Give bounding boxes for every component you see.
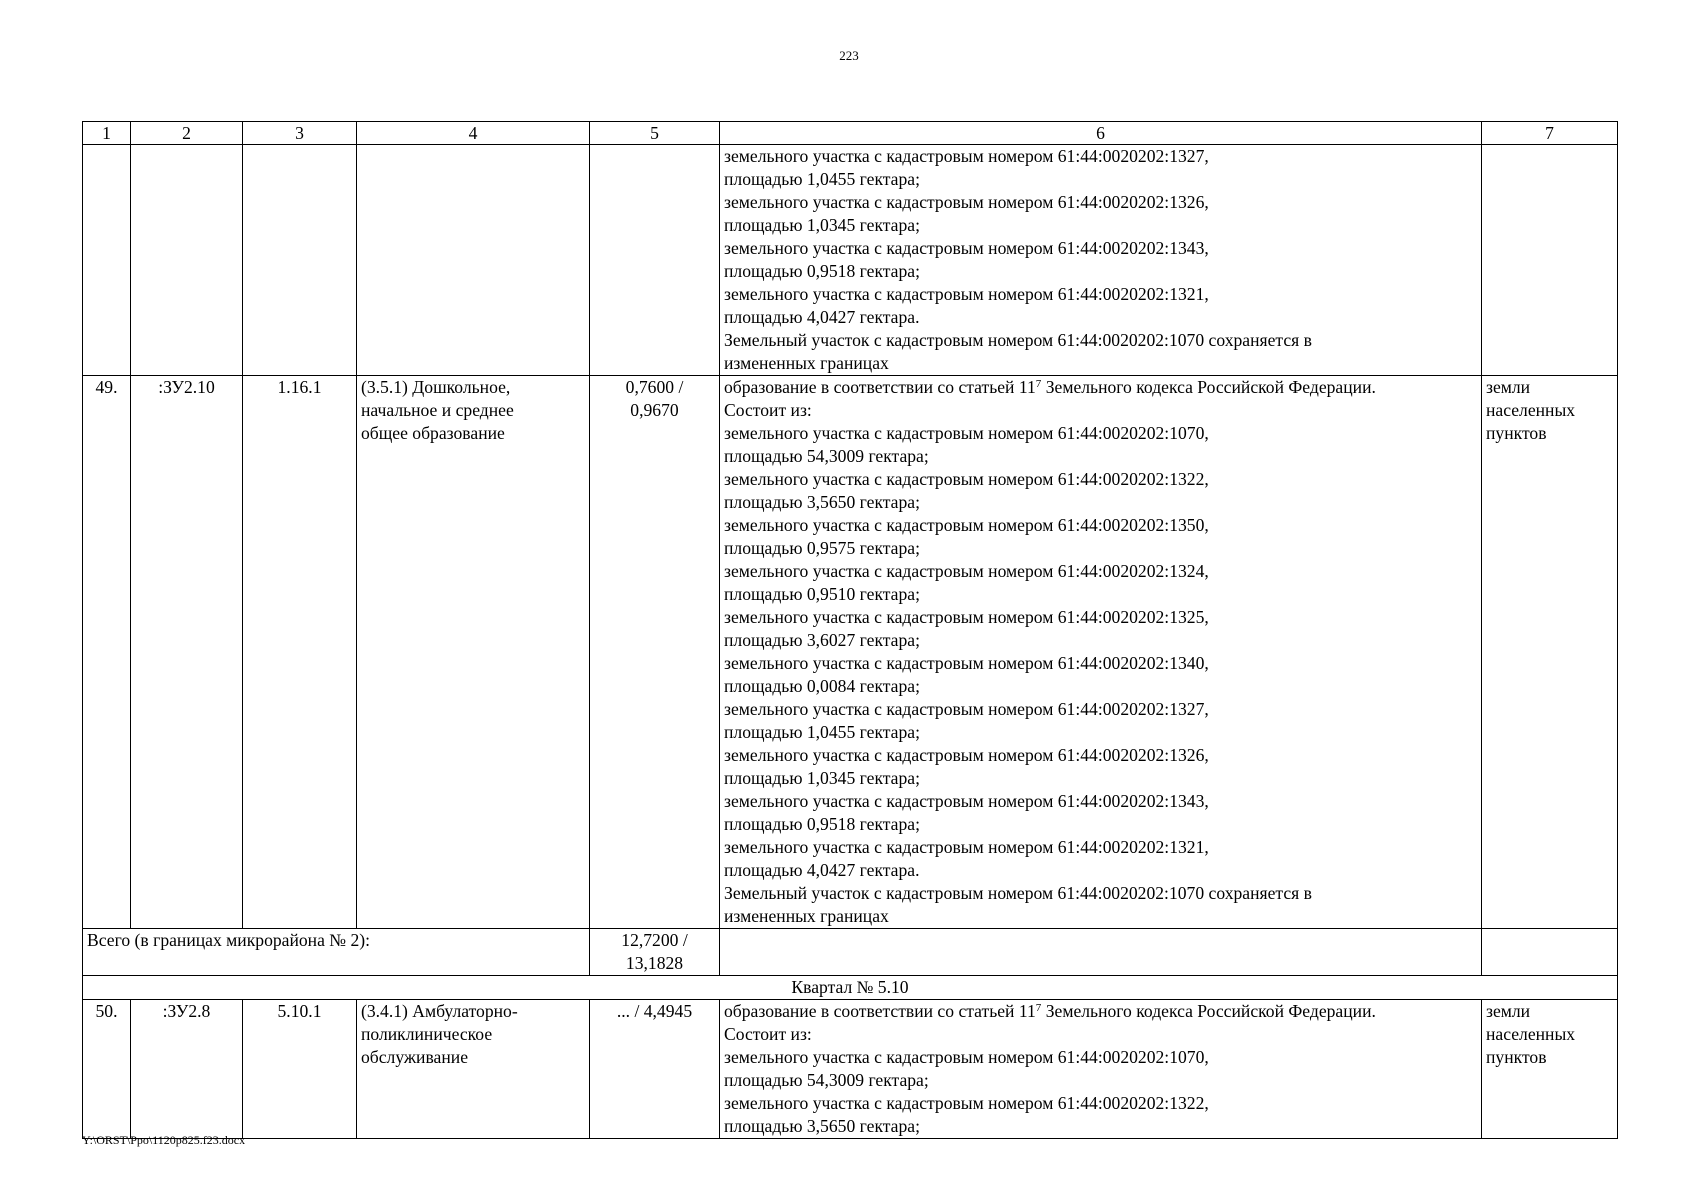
permitted-use: (3.4.1) Амбулаторно- поликлиническое обслуживание [357,1000,590,1139]
total-label: Всего (в границах микрорайона № 2): [83,929,590,976]
continuation-row [83,145,1618,376]
column-numbers-row [83,122,1618,145]
land-category: земли населенных пунктов [1482,376,1618,929]
col-header-3: 3 [243,122,357,145]
plot-area: ... / 4,4945 [590,1000,720,1139]
col-header-5: 5 [590,122,720,145]
section-title: Квартал № 5.10 [83,976,1618,1000]
permitted-use: (3.5.1) Дошкольное, начальное и среднее общее образование [357,376,590,929]
table-row-50 [83,1000,1618,1139]
zone-number: 1.16.1 [243,376,357,929]
col-header-1: 1 [83,122,131,145]
section-row [83,976,1618,1000]
row-number: 49. [83,376,131,929]
file-path-footer: Y:\ORST\Ppo\1120p825.f23.docx [82,1133,246,1147]
col-header-7: 7 [1482,122,1618,145]
plot-area: 0,7600 / 0,9670 [590,376,720,929]
plot-code: :ЗУ2.8 [131,1000,243,1139]
formation-description: образование в соответствии со статьей $11^7$ Земельного кодекса Российской Федерации. Состоит из: земельного участка с кадастровым номером 61:44:0020202:1070, площадью 54,3009 гектара; земельного участка с кадастровым номером 61:44:0020202:1322, площадью 3,5650 гектара; [720,1000,1482,1139]
total-area: 12,7200 / 13,1828 [590,929,720,976]
page-number: 223 [839,48,859,63]
total-row [83,929,1618,976]
land-category: земли населенных пунктов [1482,1000,1618,1139]
row-number: 50. [83,1000,131,1139]
formation-description: образование в соответствии со статьей $11^7$ Земельного кодекса Российской Федерации. Состоит из: земельного участка с кадастровым номером 61:44:0020202:1070, площадью 54,3009 гектара; земельного участка с кадастровым номером 61:44:0020202:1322, площадью 3,5650 гектара; земельного участка с кадастровым номером 61:44:0020202:1350, площадью 0,9575 гектара; земельного участка с кадастровым номером 61:44:0020202:1324, площадью 0,9510 гектара; земельного участка с кадастровым номером 61:44:0020202:1325, площадью 3,6027 гектара; земельного участка с кадастровым номером 61:44:0020202:1340, площадью 0,0084 гектара; земельного участка с кадастровым номером 61:44:0020202:1327, площадью 1,0455 гектара; земельного участка с кадастровым номером 61:44:0020202:1326, площадью 1,0345 гектара; земельного участка с кадастровым номером 61:44:0020202:1343, площадью 0,9518 гектара; земельного участка с кадастровым номером 61:44:0020202:1321, площадью 4,0427 гектара. Земельный участок с кадастровым номером 61:44:0020202:1070 сохраняется в измененных границах [720,376,1482,929]
zone-number: 5.10.1 [243,1000,357,1139]
col-header-2: 2 [131,122,243,145]
table-row-49 [83,376,1618,929]
land-plots-table [82,121,1618,1139]
col-header-6: 6 [720,122,1482,145]
plot-code: :ЗУ2.10 [131,376,243,929]
continuation-description: земельного участка с кадастровым номером 61:44:0020202:1327, площадью 1,0455 гектара; земельного участка с кадастровым номером 61:44:0020202:1326, площадью 1,0345 гектара; земельного участка с кадастровым номером 61:44:0020202:1343, площадью 0,9518 гектара; земельного участка с кадастровым номером 61:44:0020202:1321, площадью 4,0427 гектара. Земельный участок с кадастровым номером 61:44:0020202:1070 сохраняется в измененных границах [720,145,1482,376]
col-header-4: 4 [357,122,590,145]
